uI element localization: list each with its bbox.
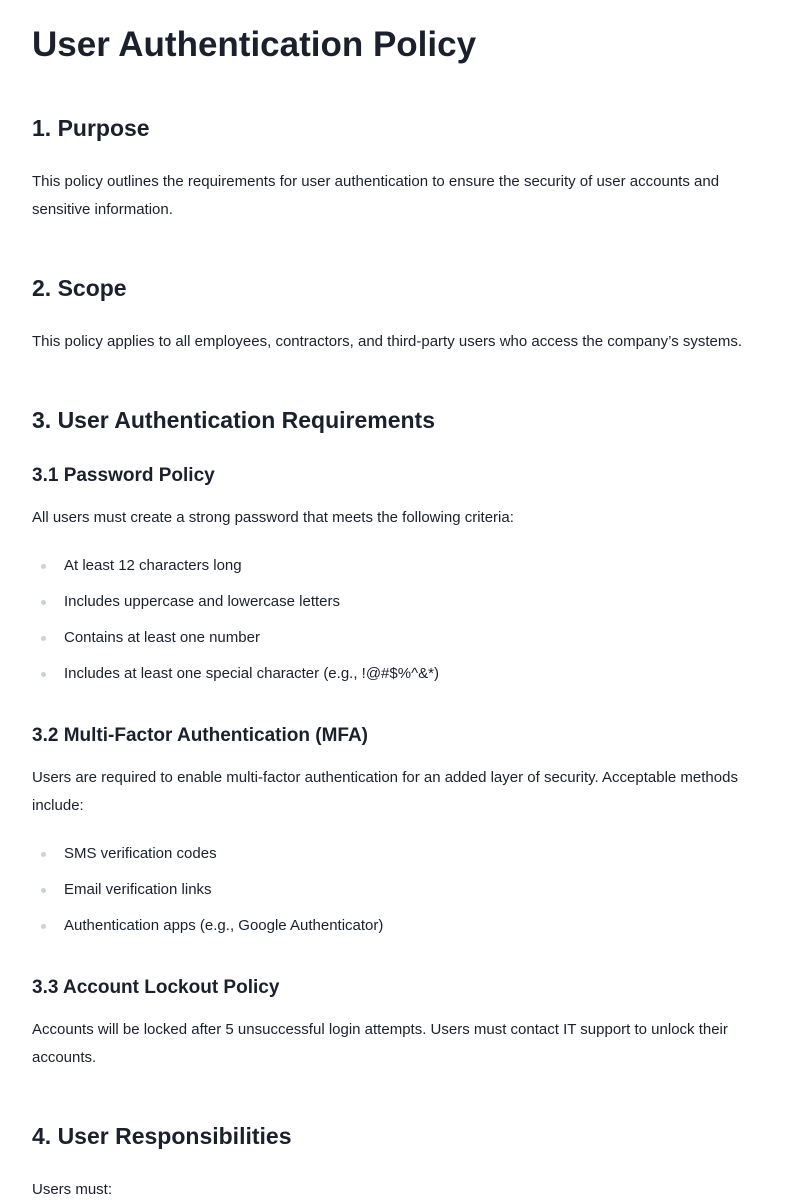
list-item [32,836,383,872]
list-item [32,548,439,584]
bullet-icon [41,888,46,893]
section-heading-responsibilities: 4. User Responsibilities [32,1123,292,1149]
list-item [32,584,439,620]
lockout-paragraph: Accounts will be locked after 5 unsuccessful login attempts. Users must contact IT support to unlock their accounts. [32,1021,728,1066]
section-heading-purpose: 1. Purpose [32,115,150,141]
purpose-paragraph: This policy outlines the requirements for user authentication to ensure the security of user accounts and sensitive information. [32,173,720,218]
list-item [32,620,439,656]
list-item-text: Includes at least one special character (e.g., !@#$%^&*) [64,665,439,682]
password-policy-intro: All users must create a strong password that meets the following criteria: [32,509,514,526]
bullet-icon [41,672,46,677]
bullet-icon [41,852,46,857]
list-item [32,872,383,908]
bullet-icon [41,636,46,641]
subsection-heading-mfa: 3.2 Multi-Factor Authentication (MFA) [32,725,369,746]
bullet-icon [41,564,46,569]
password-criteria-list [32,548,439,692]
list-item [32,656,439,692]
subsection-heading-password-policy: 3.1 Password Policy [32,465,215,486]
subsection-heading-lockout: 3.3 Account Lockout Policy [32,977,280,998]
section-heading-requirements: 3. User Authentication Requirements [32,407,436,433]
bullet-icon [41,924,46,929]
mfa-methods-list [32,836,383,944]
section-heading-scope: 2. Scope [32,275,127,301]
list-item-text: Includes uppercase and lowercase letters [64,593,340,610]
list-item [32,908,383,944]
scope-paragraph: This policy applies to all employees, contractors, and third-party users who access the company’s systems. [32,333,743,350]
list-item-text: At least 12 characters long [64,557,242,574]
list-item-text: Contains at least one number [64,629,260,646]
mfa-intro: Users are required to enable multi-factor authentication for an added layer of security. Acceptable methods include: [32,769,738,814]
bullet-icon [41,600,46,605]
list-item-text: SMS verification codes [64,845,217,862]
list-item-text: Authentication apps (e.g., Google Authenticator) [64,917,384,934]
responsibilities-intro: Users must: [32,1181,113,1198]
list-item-text: Email verification links [64,881,212,898]
page-title: User Authentication Policy [32,25,477,64]
